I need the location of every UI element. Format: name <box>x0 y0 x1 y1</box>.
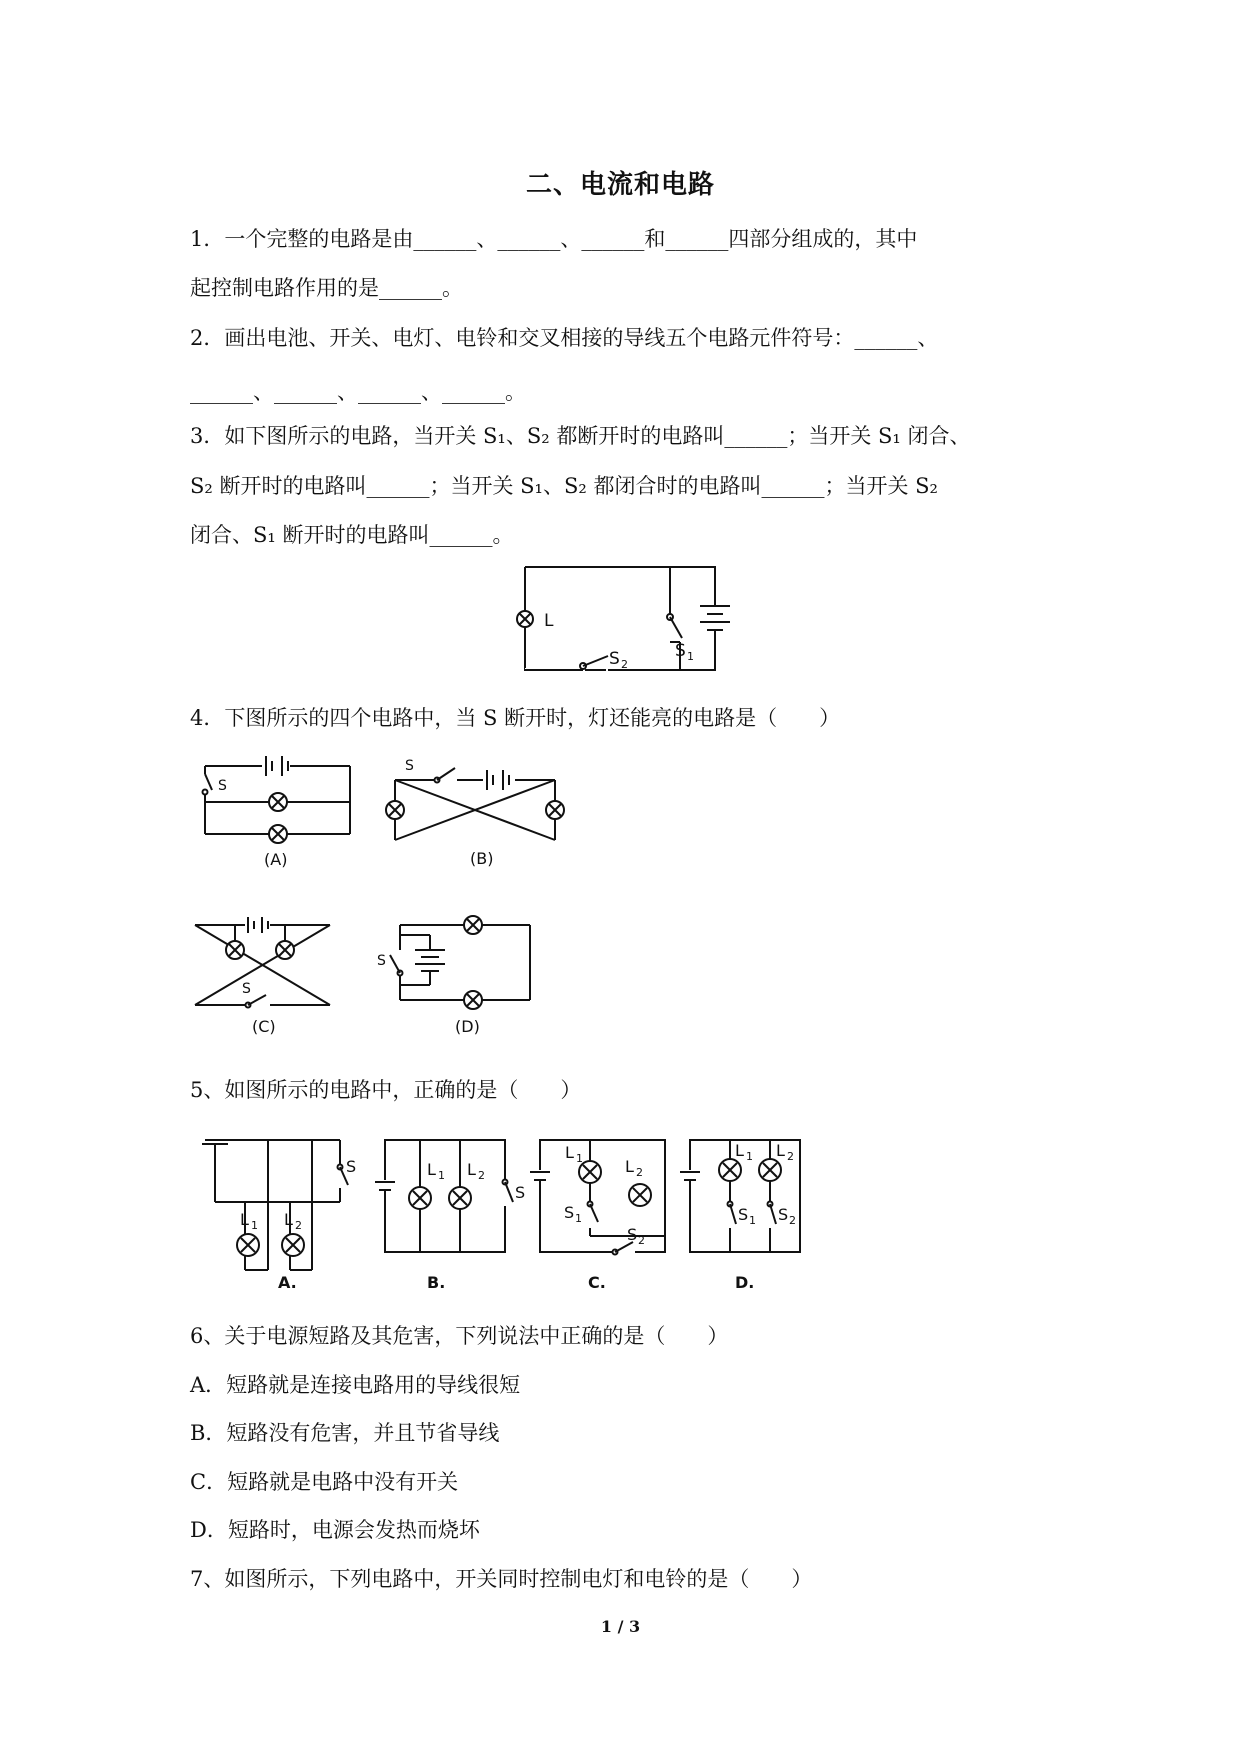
q5-label-d: D. <box>735 1273 755 1292</box>
q6-option-c: C．短路就是电路中没有开关 <box>190 1470 459 1494</box>
q4b-switch-label: S <box>405 758 414 774</box>
q5c-l1-label: L <box>565 1143 574 1162</box>
page-title: 二、电流和电路 <box>525 170 715 200</box>
q3-line-3: 闭合、S₁ 断开时的电路叫______。 <box>190 523 514 547</box>
q3-line-2: S₂ 断开时的电路叫______；当开关 S₁、S₂ 都闭合时的电路叫______；当开关 S₂ <box>190 474 938 498</box>
q5-figure-a <box>200 1130 360 1290</box>
q4-figure-a <box>200 752 360 867</box>
q5d-s2-label: S <box>778 1205 789 1224</box>
q5c-s2-label: S <box>627 1225 638 1244</box>
q3-s1-label: S <box>675 641 686 661</box>
page-number: 1 / 3 <box>600 1617 641 1636</box>
q3-switch-s2-blade <box>583 656 608 666</box>
q6-option-d: D．短路时，电源会发热而烧坏 <box>190 1518 480 1542</box>
q6-option-b: B．短路没有危害，并且节省导线 <box>190 1421 500 1445</box>
q3-switch-s1-blade <box>670 617 682 638</box>
q5d-l1-sub: 1 <box>746 1150 753 1163</box>
q4-label-b: (B) <box>470 849 494 868</box>
q5-figure-d <box>680 1130 810 1290</box>
q5c-l1-sub: 1 <box>576 1152 583 1165</box>
q5d-s1-label: S <box>738 1205 749 1224</box>
q7-text: 7、如图所示，下列电路中，开关同时控制电灯和电铃的是（ ） <box>190 1567 813 1591</box>
q5b-s-label: S <box>515 1183 526 1202</box>
q3-s1-sub: 1 <box>687 650 694 663</box>
q6-text: 6、关于电源短路及其危害，下列说法中正确的是（ ） <box>190 1324 729 1348</box>
q4-text: 4．下图所示的四个电路中，当 S 断开时，灯还能亮的电路是（ ） <box>190 706 841 730</box>
q4c-switch-label: S <box>242 981 251 997</box>
q5c-s1-sub: 1 <box>575 1212 582 1225</box>
q5b-l1-label: L <box>427 1160 436 1179</box>
q2-line-2: ______、______、______、______。 <box>190 380 526 404</box>
q4-figure-b <box>385 752 565 867</box>
q5-figure-b <box>375 1130 525 1290</box>
q1-line-2: 起控制电路作用的是______。 <box>190 276 463 300</box>
q5a-l1-sub: 1 <box>251 1219 258 1232</box>
q5d-s2-sub: 2 <box>789 1214 796 1227</box>
q4-figure-d <box>375 905 545 1035</box>
q4-label-c: (C) <box>252 1017 276 1036</box>
q1-line-1: 1．一个完整的电路是由______、______、______和______四部分组成的，其中 <box>190 227 918 251</box>
q4a-switch-label: S <box>218 778 227 794</box>
q3-s2-label: S <box>609 649 620 669</box>
q5-figure-c <box>530 1130 680 1290</box>
q5b-l1-sub: 1 <box>438 1169 445 1182</box>
q5a-l2-sub: 2 <box>295 1219 302 1232</box>
q3-line-1: 3．如下图所示的电路，当开关 S₁、S₂ 都断开时的电路叫______；当开关 S₁ 闭合、 <box>190 424 971 448</box>
q5d-l1-label: L <box>735 1141 744 1160</box>
q5a-l2-label: L <box>284 1210 293 1229</box>
q5c-s2-sub: 2 <box>638 1234 645 1247</box>
q5d-l2-label: L <box>776 1141 785 1160</box>
q5-label-b: B. <box>427 1273 446 1292</box>
q2-line-1: 2．画出电池、开关、电灯、电铃和交叉相接的导线五个电路元件符号：______、 <box>190 326 939 350</box>
q5d-s1-sub: 1 <box>749 1214 756 1227</box>
q5b-l2-label: L <box>467 1160 476 1179</box>
q4-label-d: (D) <box>455 1017 480 1036</box>
q3-circuit-diagram <box>510 562 730 678</box>
q5a-s-label: S <box>346 1157 357 1176</box>
q4-label-a: (A) <box>264 850 288 869</box>
q5a-l1-label: L <box>240 1210 249 1229</box>
q3-s2-sub: 2 <box>621 658 628 671</box>
q4-figure-c <box>190 915 340 1035</box>
q4d-switch-label: S <box>377 953 386 969</box>
q5-text: 5、如图所示的电路中，正确的是（ ） <box>190 1078 582 1102</box>
q5c-l2-label: L <box>625 1157 634 1176</box>
q5b-l2-sub: 2 <box>478 1169 485 1182</box>
q5-label-c: C. <box>588 1273 606 1292</box>
q5c-s1-label: S <box>564 1203 575 1222</box>
q3-lamp-label: L <box>544 611 554 631</box>
q5d-l2-sub: 2 <box>787 1150 794 1163</box>
q5c-l2-sub: 2 <box>636 1166 643 1179</box>
q5-label-a: A. <box>278 1273 297 1292</box>
q6-option-a: A．短路就是连接电路用的导线很短 <box>190 1373 521 1397</box>
